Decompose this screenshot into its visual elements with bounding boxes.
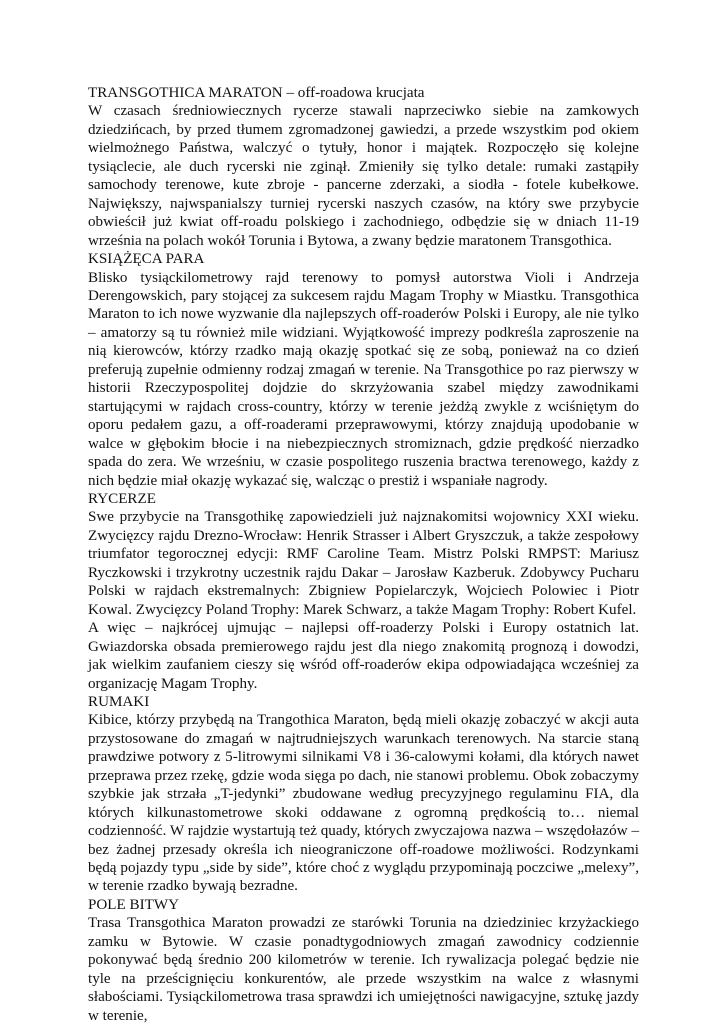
section-heading-ksiazeca-para: KSIĄŻĘCA PARA	[88, 251, 205, 268]
section-paragraph: Trasa Transgothica Maraton prowadzi ze starówki Torunia na dziedziniec krzyżackiego zamku w Bytowie. W czasie ponadtygodniowych zmagań zawodnicy codziennie pokonywać będą średnio 200 kilometrów w terenie. Ich rywalizacja polegać będzie nie tyle na prześcignięciu konkurentów, ale przede wszystkim na walce z własnymi słabościami. Tysiąckilometrowa trasa sprawdzi ich umiejętności nawigacyjne, sztukę jazdy w terenie,	[88, 915, 639, 1024]
section-paragraph: Blisko tysiąckilometrowy rajd terenowy to pomysł autorstwa Violi i Andrzeja Derengowskich, pary stojącej za sukcesem rajdu Magam Trophy w Miastku. Transgothica Maraton to ich nowe wyzwanie dla najlepszych off-roaderów Polski i Europy, ale nie tylko – amatorzy są tu również mile widziani. Wyjątkowość imprezy podkreśla zaproszenie na nią kierowców, którzy rzadko mają okazję spotkać się ze sobą, ponieważ na co dzień preferują zupełnie odmienny rodzaj zmagań w terenie. Na Transgothice po raz pierwszy w historii Rzeczypospolitej dojdzie do skrzyżowania szabel między zawodnikami startującymi w rajdach cross-country, którzy w terenie jeżdżą zwykle z wciśniętym do oporu pedałem gazu, a off-roaderami przeprawowymi, którzy znajdują upodobanie w walce w głębokim błocie i na niebezpiecznych stromiznach, gdzie prędkość nierzadko spada do zera. We wrześniu, w czasie pospolitego ruszenia bractwa terenowego, każdy z nich będzie miał okazję wykazać się, walcząc o prestiż i wspaniałe nagrody.	[88, 269, 639, 489]
section-paragraph: Kibice, którzy przybędą na Trangothica Maraton, będą mieli okazję zobaczyć w akcji auta przystosowane do zmagań w najtrudniejszych warunkach terenowych. Na starcie staną prawdziwe potwory z 5-litrowymi silnikami V8 i 36-calowymi kołami, dla których nawet przeprawa przez rzekę, gdzie woda sięga po dach, nie stanowi problemu. Obok zobaczymy szybkie jak strzała „T-jedynki” zbudowane według precyzyjnego regulaminu FIA, dla których kilkunastometrowe skoki oddawane z ogromną prędkością to… niemal codzienność. W rajdzie wystartują też quady, których zwyczajowa nazwa – wszędołazów – bez żadnej przesady określa ich nieograniczone off-roadowe możliwości. Rodzynkami będą pojazdy typu „side by side”, które choć z wyglądu przypominają poczciwe „melexy”, w terenie rzadko bywają bezradne.	[88, 712, 639, 895]
intro-paragraph: W czasach średniowiecznych rycerze stawali naprzeciwko siebie na zamkowych dziedzińcach, by przed tłumem zgromadzonej gawiedzi, a przede wszystkim pod okiem wielmożnego Państwa, walczyć o tytuły, honor i majątek. Rozpoczęło się kolejne tysiąclecie, ale duch rycerski nie zginął. Zmieniły się tylko detale: rumaki zastąpiły samochody terenowe, kute zbroje - pancerne zderzaki, a siodła - fotele kubełkowe. Największy, najwspanialszy turniej rycerski naszych czasów, na który swe przybycie obwieścił już kwiat off-roadu polskiego i zachodniego, odbędzie się w dniach 11-19 września na polach wokół Torunia i Bytowa, a zwany będzie maratonem Transgothica.	[88, 103, 639, 249]
section-paragraph: A więc – najkrócej ujmując – najlepsi off-roaderzy Polski i Europy ostatnich lat. Gwiazdorska obsada premierowego rajdu jest dla niego znakomitą prognozą i dowodzi, jak wielkim zaufaniem cieszy się wśród off-roaderów ekipa odpowiadająca wcześniej za organizację Magam Trophy.	[88, 620, 639, 692]
document-title: TRANSGOTHICA MARATON – off-roadowa krucjata	[88, 85, 425, 101]
section-paragraph: Swe przybycie na Transgothikę zapowiedzieli już najznakomitsi wojownicy XXI wieku. Zwycięzcy rajdu Drezno-Wrocław: Henrik Strasser i Albert Gryszczuk, a także zespołowy triumfator tegorocznej edycji: RMF Caroline Team. Mistrz Polski RMPST: Mariusz Ryczkowski i trzykrotny uczestnik rajdu Dakar – Jarosław Kazberuk. Zdobywcy Pucharu Polski w rajdach ekstremalnych: Zbigniew Popielarczyk, Wojciech Polowiec i Piotr Kowal. Zwycięzcy Poland Trophy: Marek Schwarz, a także Magam Trophy: Robert Kufel.	[88, 509, 639, 618]
section-heading-rumaki: RUMAKI	[88, 693, 150, 710]
document-page	[88, 84, 639, 1025]
section-heading-rycerze: RYCERZE	[88, 490, 156, 507]
section-heading-pole-bitwy: POLE BITWY	[88, 896, 179, 913]
